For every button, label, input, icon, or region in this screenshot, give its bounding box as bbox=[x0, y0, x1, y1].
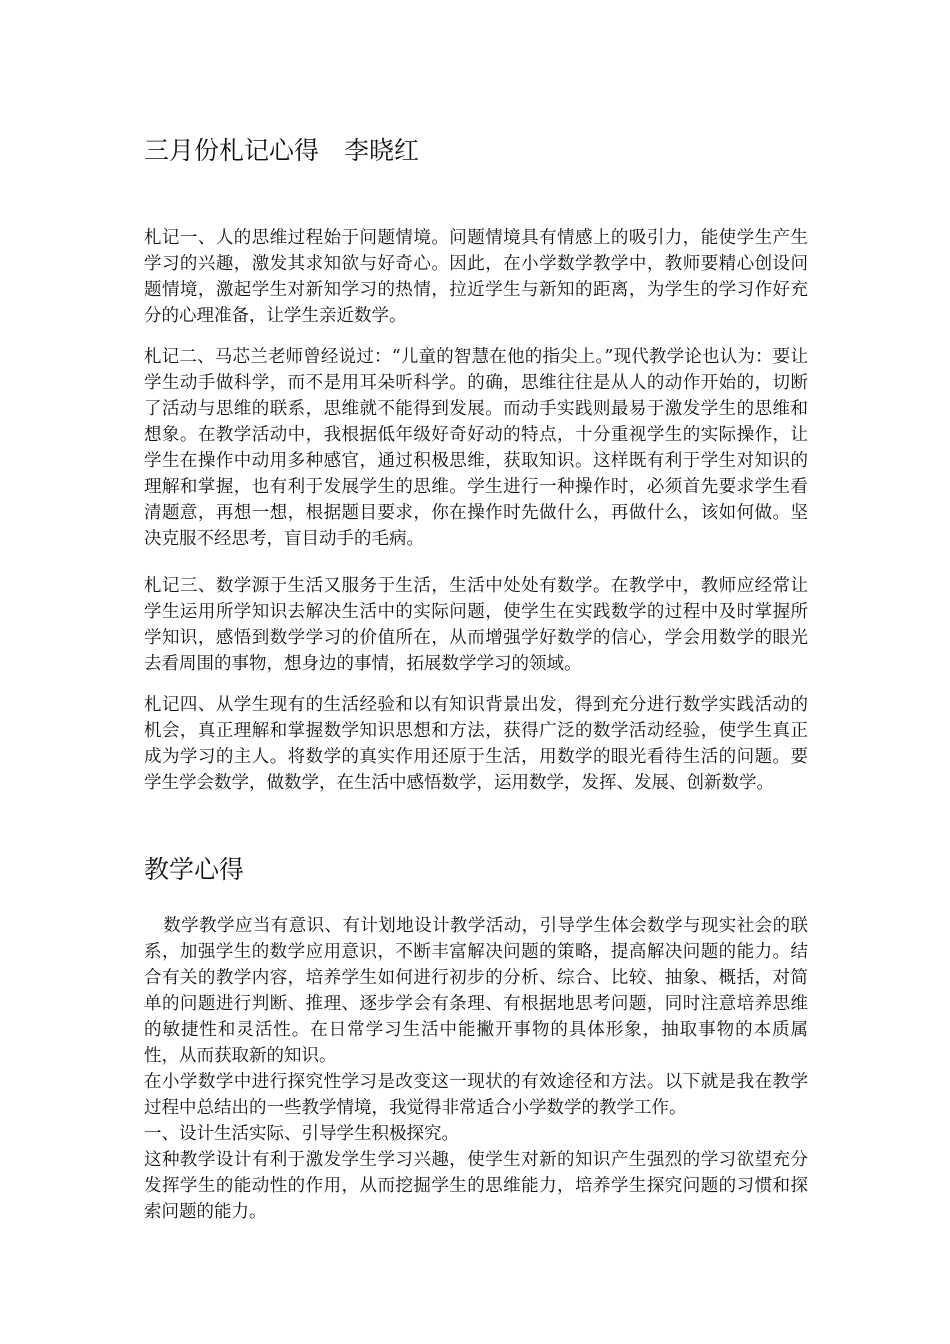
note-paragraph-3: 札记三、数学源于生活又服务于生活，生活中处处有数学。在教学中，教师应经常让学生运用所学知识去解决生活中的实际问题，使学生在实践数学的过程中及时掌握所学知识，感悟到数学学习的价值所在，从而增强学好数学的信心，学会用数学的眼光去看周围的事物，想身边的事情，拓展数学学习的领域。 bbox=[144, 576, 808, 674]
document-title: 三月份札记心得 李晓红 bbox=[144, 136, 420, 165]
section-paragraph-3: 一、设计生活实际、引导学生积极探究。 bbox=[144, 1124, 459, 1144]
section-paragraph-1: 数学教学应当有意识、有计划地设计教学活动，引导学生体会数学与现实社会的联系，加强学生的数学应用意识，不断丰富解决问题的策略，提高解决问题的能力。结合有关的教学内容，培养学生如何进行初步的分析、综合、比较、抽象、概括，对简单的问题进行判断、推理、逐步学会有条理、有根据地思考问题，同时注意培养思维的敏捷性和灵活性。在日常学习生活中能撇开事物的具体形象，抽取事物的本质属性，从而获取新的知识。 bbox=[144, 916, 808, 1066]
note-paragraph-4: 札记四、从学生现有的生活经验和以有知识背景出发，得到充分进行数学实践活动的机会，真正理解和掌握数学知识思想和方法，获得广泛的数学活动经验，使学生真正成为学习的主人。将数学的真实作用还原于生活，用数学的眼光看待生活的问题。要学生学会数学，做数学，在生活中感悟数学，运用数学，发挥、发展、创新数学。 bbox=[144, 695, 808, 793]
note-paragraph-2: 札记二、马芯兰老师曾经说过：“儿童的智慧在他的指尖上。”现代教学论也认为：要让学生动手做科学，而不是用耳朵听科学。的确，思维往往是从人的动作开始的，切断了活动与思维的联系，思维就不能得到发展。而动手实践则最易于激发学生的思维和想象。在教学活动中，我根据低年级好奇好动的特点，十分重视学生的实际操作，让学生在操作中动用多种感官，通过积极思维，获取知识。这样既有利于学生对知识的理解和掌握，也有利于发展学生的思维。学生进行一种操作时，必须首先要求学生看清题意，再想一想，根据题目要求，你在操作时先做什么，再做什么，该如何做。坚决克服不经思考，盲目动手的毛病。 bbox=[144, 347, 808, 549]
section-title: 教学心得 bbox=[144, 855, 245, 884]
section-paragraph-2: 在小学数学中进行探究性学习是改变这一现状的有效途径和方法。以下就是我在教学过程中总结出的一些教学情境，我觉得非常适合小学数学的教学工作。 bbox=[144, 1072, 808, 1118]
note-paragraph-1: 札记一、人的思维过程始于问题情境。问题情境具有情感上的吸引力，能使学生产生学习的兴趣，激发其求知欲与好奇心。因此，在小学数学教学中，教师要精心创设问题情境，激起学生对新知学习的热情，拉近学生与新知的距离，为学生的学习作好充分的心理准备，让学生亲近数学。 bbox=[144, 228, 808, 326]
section-paragraph-4: 这种教学设计有利于激发学生学习兴趣，使学生对新的知识产生强烈的学习欲望充分发挥学生的能动性的作用，从而挖掘学生的思维能力，培养学生探究问题的习惯和探索问题的能力。 bbox=[144, 1150, 808, 1222]
section-body bbox=[144, 913, 808, 1225]
